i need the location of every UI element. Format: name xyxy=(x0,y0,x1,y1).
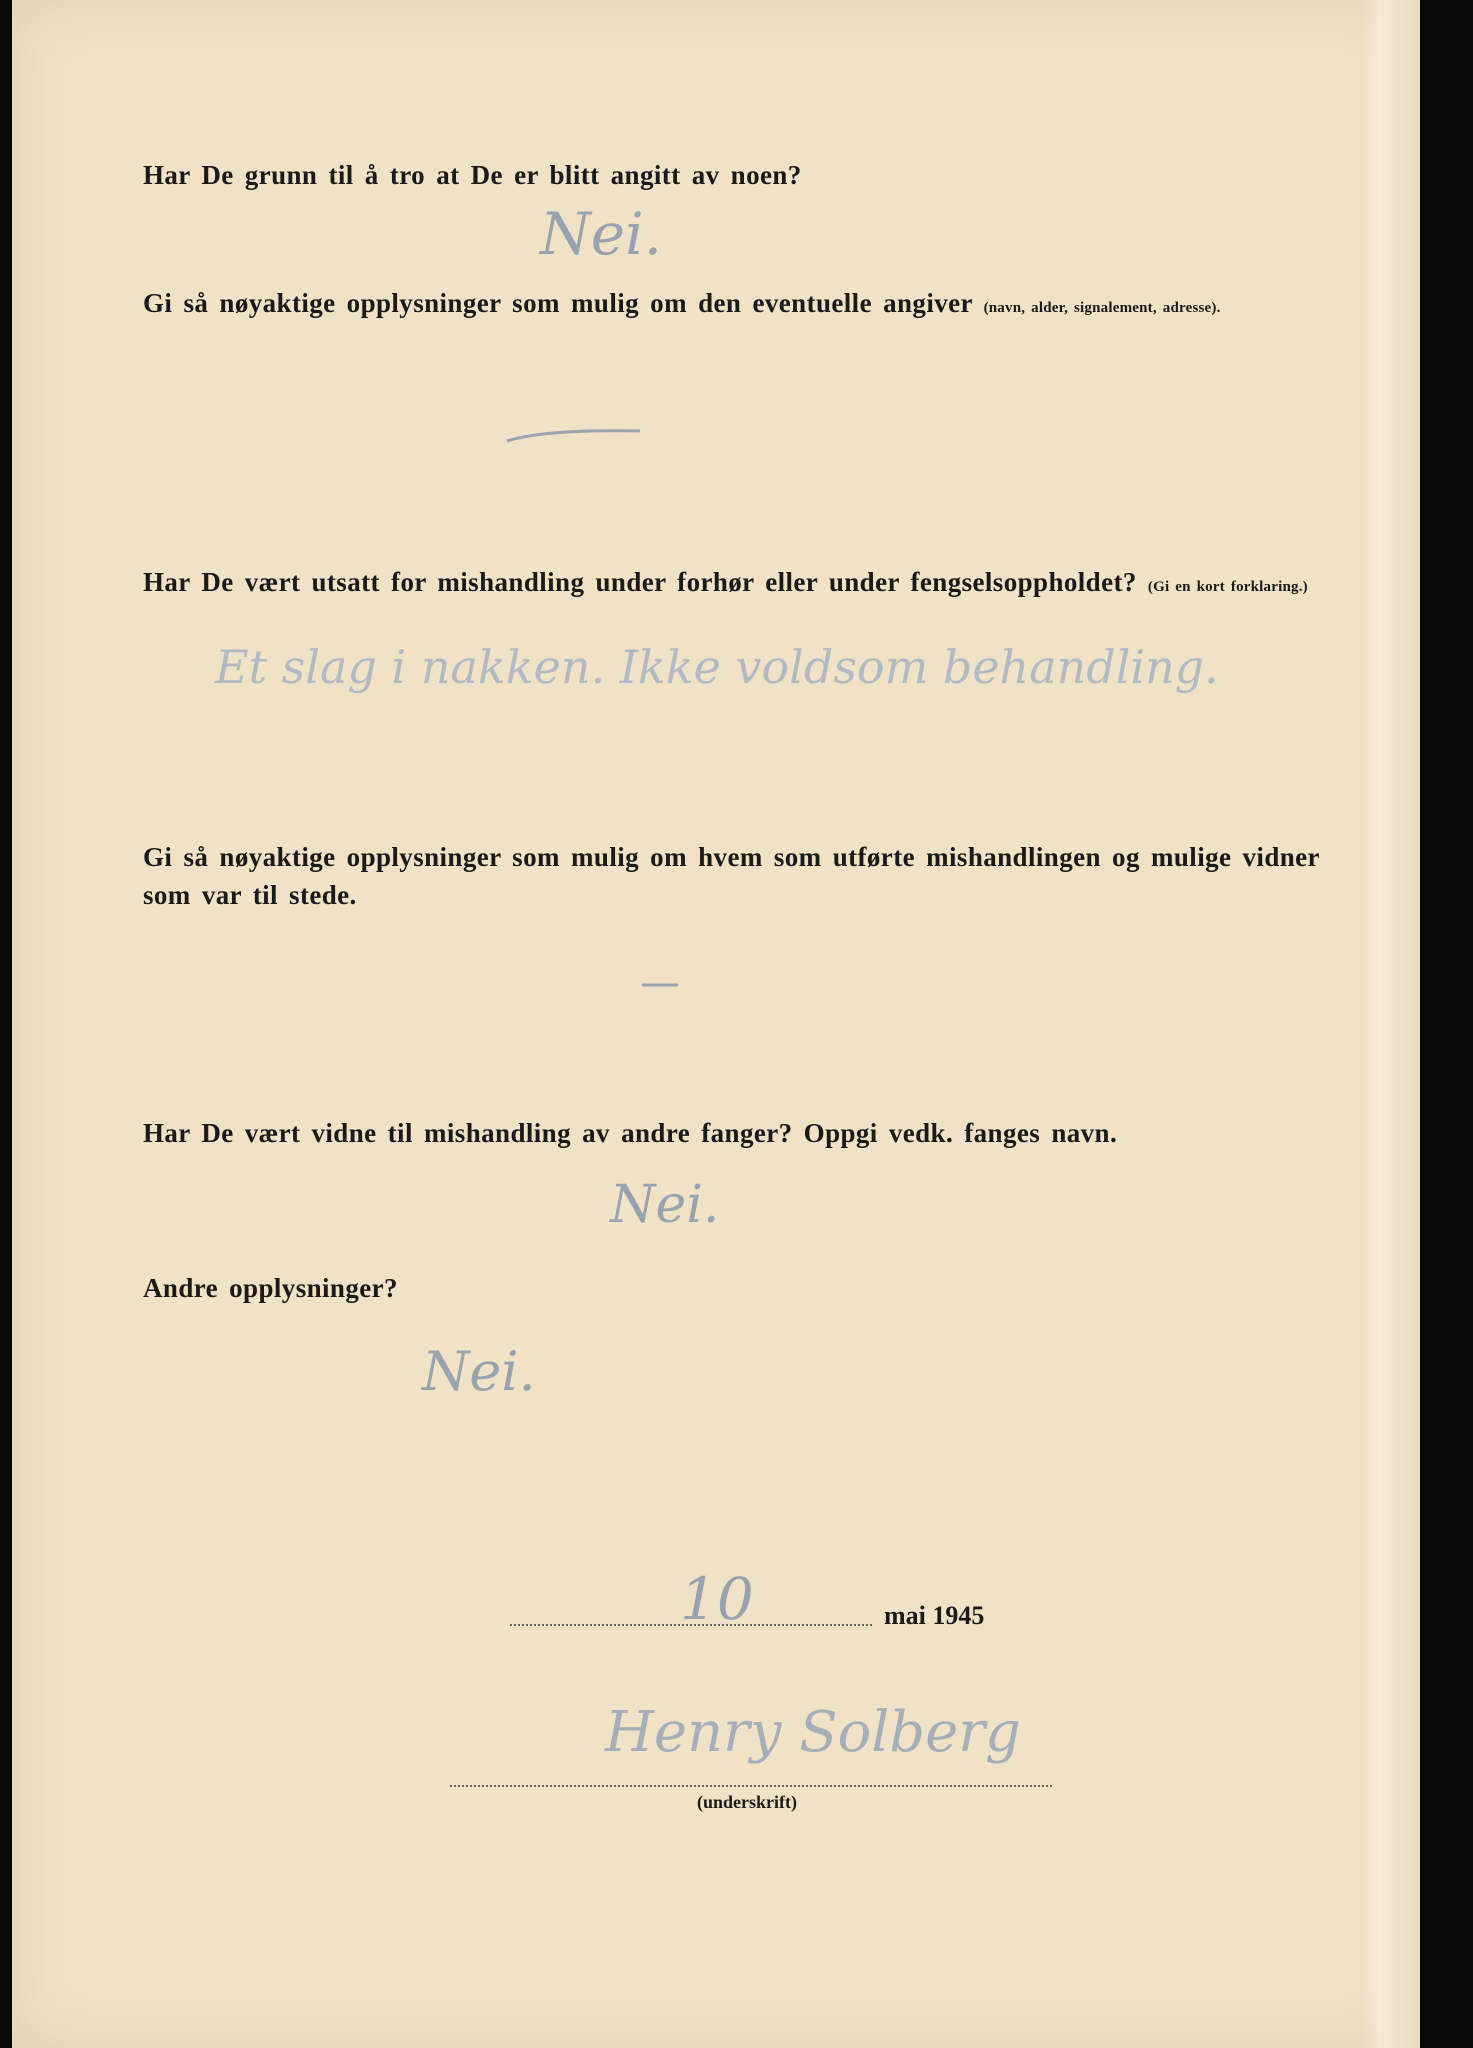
date-dotted-line xyxy=(510,1624,872,1626)
answer-dash-angiver xyxy=(505,425,645,445)
answer-andre: Nei. xyxy=(422,1340,536,1403)
question-andre: Andre opplysninger? xyxy=(143,1273,398,1303)
answer-angitt: Nei. xyxy=(540,200,663,268)
signature-handwritten: Henry Solberg xyxy=(605,1700,1021,1765)
signature-label: (underskrift) xyxy=(697,1792,797,1812)
question-angitt: Har De grunn til å tro at De er blitt angitt av noen? xyxy=(143,160,802,190)
date-month-year: mai 1945 xyxy=(884,1601,985,1630)
date-day: 10 xyxy=(680,1565,754,1633)
question-mishandling-note: (Gi en kort forklaring.) xyxy=(1147,579,1308,595)
question-mishandling-text: Har De vært utsatt for mishandling under forhør eller under fengselsoppholdet? xyxy=(143,567,1137,597)
question-angiver-text: Gi så nøyaktige opplysninger som mulig om den eventuelle angiver xyxy=(143,288,973,318)
signature-dotted-line xyxy=(450,1785,1052,1787)
question-angiver xyxy=(143,288,1221,319)
question-utforte: Gi så nøyaktige opplysninger som mulig om hvem som utførte mishandlingen og mulige vidner som var til stede. xyxy=(143,842,1320,910)
page-edge xyxy=(1362,0,1420,2048)
question-angiver-note: (navn, alder, signalement, adresse). xyxy=(983,300,1221,316)
question-vidne: Har De vært vidne til mishandling av andre fanger? Oppgi vedk. fanges navn. xyxy=(143,1118,1118,1148)
answer-vidne: Nei. xyxy=(610,1175,720,1235)
answer-mishandling: Et slag i nakken. Ikke voldsom behandling. xyxy=(215,640,1219,694)
answer-dash-utforte xyxy=(640,980,680,990)
question-mishandling xyxy=(143,567,1308,598)
